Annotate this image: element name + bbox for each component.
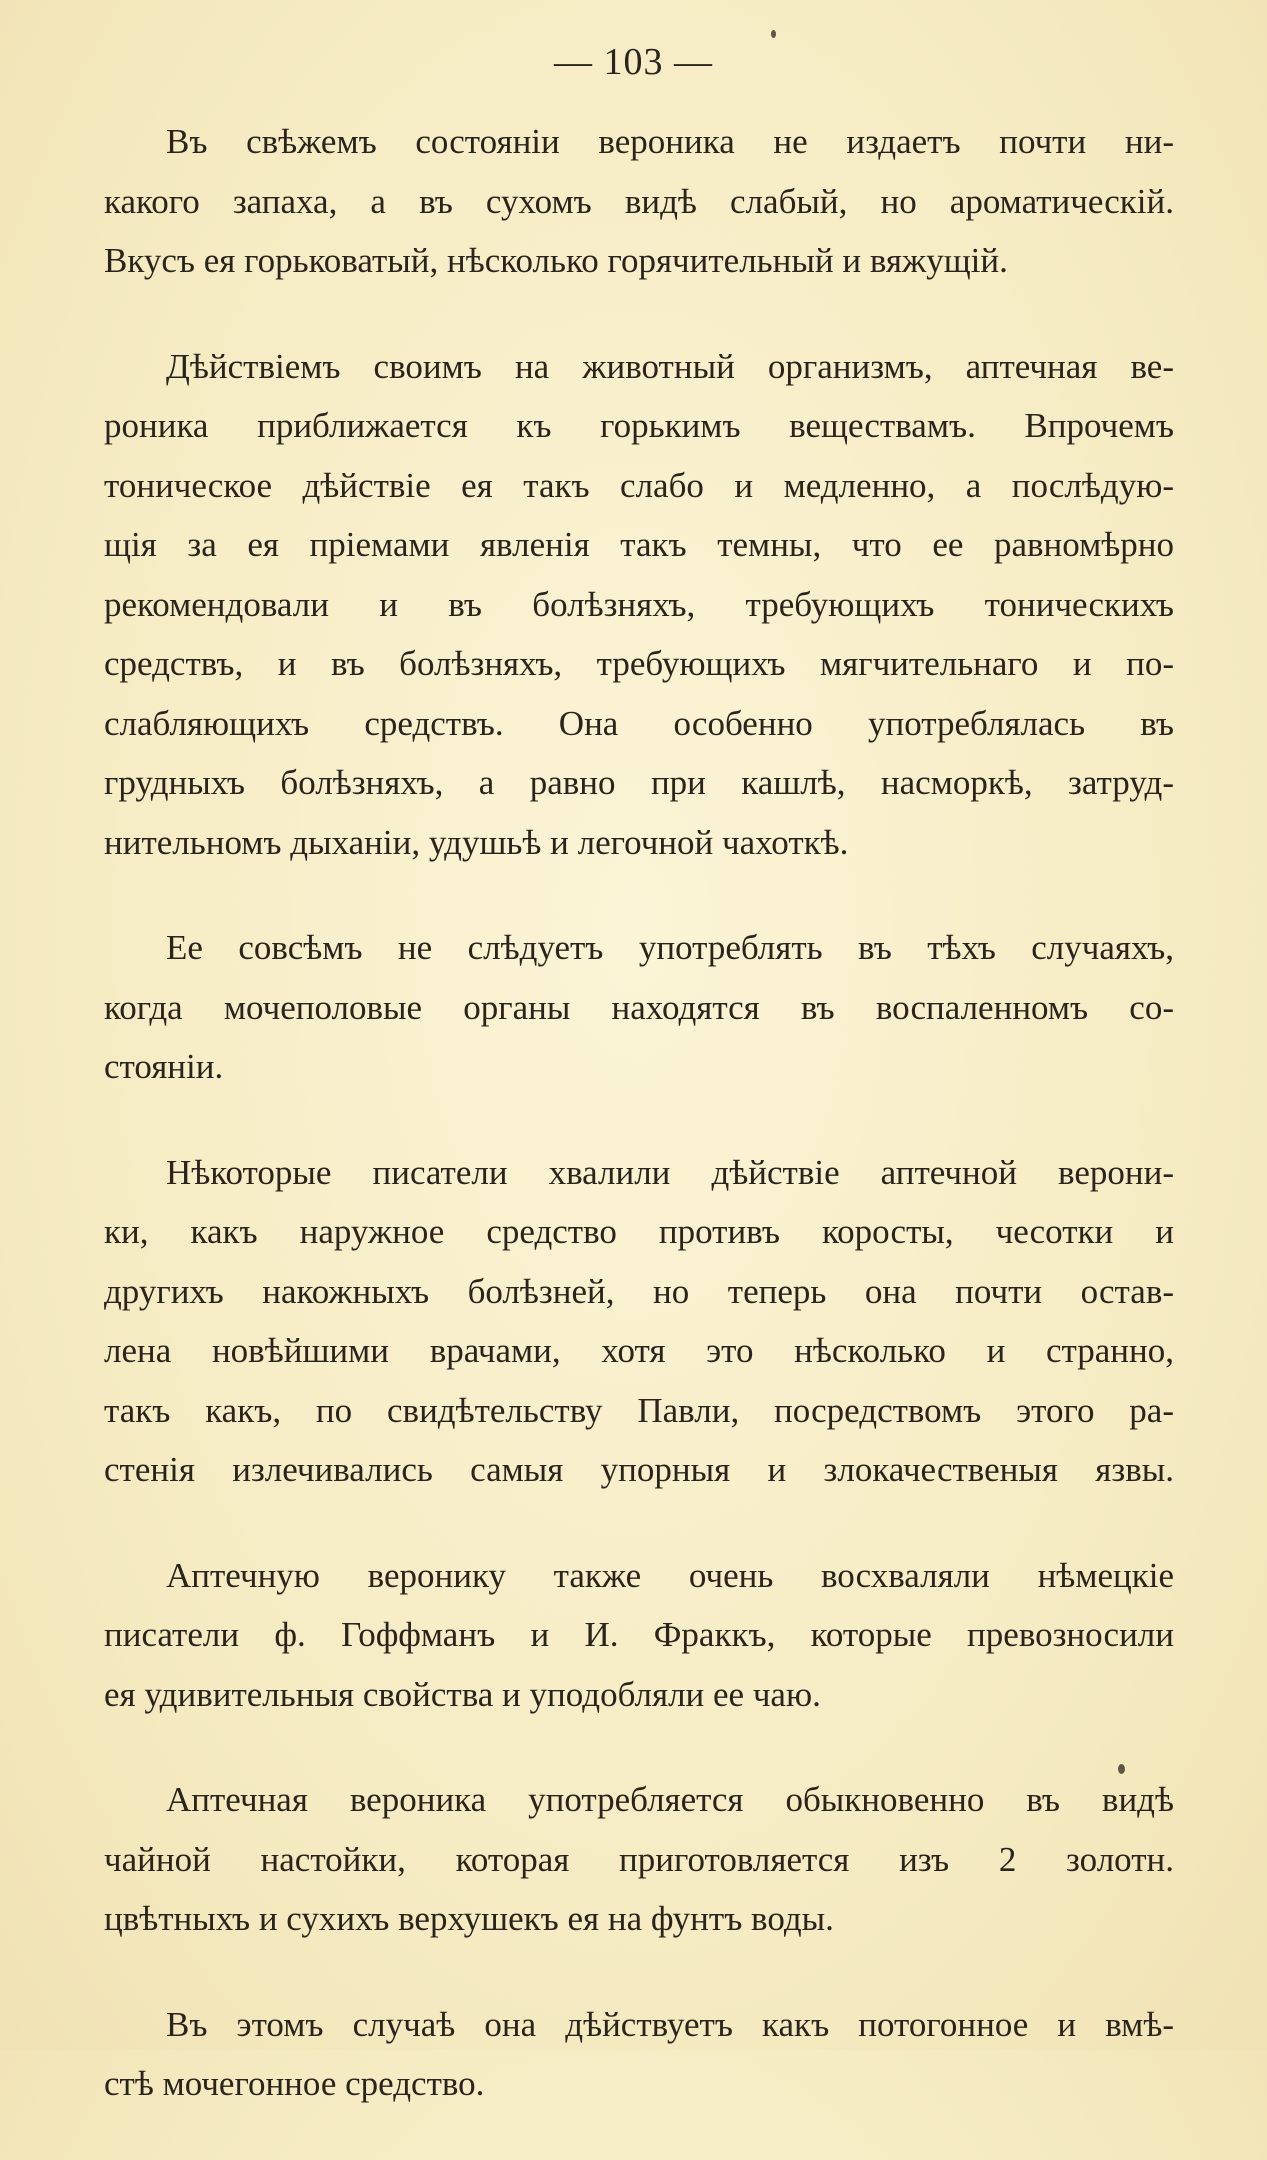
paragraph-2	[104, 337, 1174, 873]
ink-speck	[1118, 1764, 1125, 1774]
text-line: писатели ф. Гоффманъ и И. Фраккъ, которые превозносили	[104, 1615, 1174, 1654]
text-line: Ее совсѣмъ не слѣдуетъ употреблять въ тѣхъ случаяхъ,	[166, 928, 1174, 967]
text-line: роника приближается къ горькимъ веществамъ. Впрочемъ	[104, 406, 1174, 445]
text-line: какого запаха, а въ сухомъ видѣ слабый, но ароматическiй.	[104, 181, 1174, 221]
text-line: чайной настойки, которая приготовляется изъ 2 золотн.	[104, 1839, 1174, 1879]
text-line: ея удивительныя свойства и уподобляли ее чаю.	[104, 1674, 821, 1714]
ink-speck	[771, 30, 776, 38]
paragraph-1	[104, 112, 1174, 291]
paragraph-3	[104, 918, 1174, 1097]
page-number: — 103 —	[554, 41, 713, 83]
paragraph-5	[104, 1546, 1174, 1725]
paragraph-6	[104, 1770, 1174, 1949]
text-line: средствъ, и въ болѣзняхъ, требующихъ мягчительнаго и по-	[104, 644, 1174, 683]
text-line: стѣ мочегонное средство.	[104, 2064, 485, 2103]
text-line: стоянiи.	[104, 1047, 224, 1086]
paragraph-7	[104, 1995, 1174, 2114]
text-line: щiя за ея прiемами явленiя такъ темны, что ее равномѣрно	[104, 525, 1174, 564]
text-line: стенiя излечивались самыя упорныя и злокачественыя язвы.	[104, 1450, 1174, 1489]
paragraph-4	[104, 1143, 1174, 1500]
text-line: нительномъ дыханiи, удушьѣ и легочной чахоткѣ.	[104, 822, 849, 862]
text-line: тоническое дѣйствiе ея такъ слабо и медленно, а послѣдую-	[104, 465, 1174, 505]
text-line: когда мочеполовые органы находятся въ воспаленномъ со-	[104, 987, 1174, 1027]
text-line: лена новѣйшими врачами, хотя это нѣсколько и странно,	[104, 1331, 1174, 1370]
page-body	[104, 112, 1174, 2160]
text-line: Въ этомъ случаѣ она дѣйствуетъ какъ потогонное и вмѣ-	[166, 2004, 1174, 2044]
text-line: цвѣтныхъ и сухихъ верхушекъ ея на фунтъ воды.	[104, 1899, 834, 1938]
text-line: рекомендовали и въ болѣзняхъ, требующихъ тоническихъ	[104, 584, 1174, 624]
text-line: грудныхъ болѣзняхъ, а равно при кашлѣ, насморкѣ, затруд-	[104, 763, 1174, 802]
text-line: ки, какъ наружное средство противъ коросты, чесотки и	[104, 1212, 1174, 1251]
text-line: Вкусъ ея горьковатый, нѣсколько горячительный и вяжущiй.	[104, 241, 1008, 280]
text-line: Нѣкоторые писатели хвалили дѣйствiе аптечной верони-	[166, 1152, 1174, 1192]
text-line: другихъ накожныхъ болѣзней, но теперь она почти остав-	[104, 1271, 1174, 1311]
text-line: такъ какъ, по свидѣтельству Павли, посредствомъ этого ра-	[104, 1390, 1174, 1430]
text-line: Дѣйствiемъ своимъ на животный организмъ, аптечная ве-	[166, 346, 1174, 386]
text-line: Аптечная вероника употребляется обыкновенно въ видѣ	[166, 1780, 1174, 1819]
text-line: слабляющихъ средствъ. Она особенно употреблялась въ	[104, 703, 1174, 743]
text-line: Аптечную веронику также очень восхваляли нѣмецкiе	[166, 1555, 1174, 1595]
text-line: Въ свѣжемъ состоянiи вероника не издаетъ почти ни-	[166, 122, 1174, 161]
